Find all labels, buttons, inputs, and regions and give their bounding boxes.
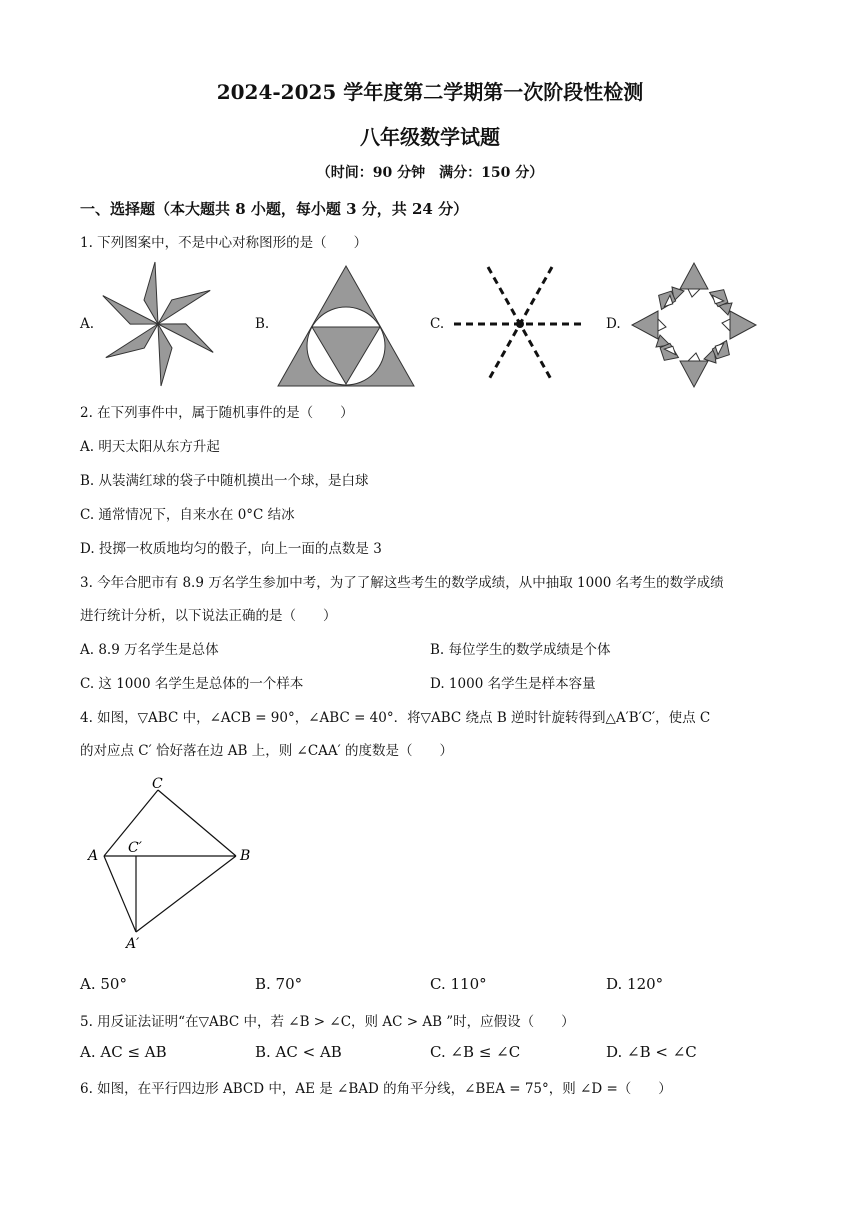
q5-option-d: D. ∠B < ∠C bbox=[606, 1043, 697, 1061]
label-a-prime: A′ bbox=[126, 936, 140, 952]
q1-figure-b-triangle-circle bbox=[274, 264, 418, 388]
q4-option-c: C. 110° bbox=[430, 975, 487, 993]
q1-figure-c-dashed-lines bbox=[452, 264, 588, 384]
label-c: C bbox=[152, 776, 163, 792]
q3-option-d: D. 1000 名学生是样本容量 bbox=[430, 676, 596, 692]
exam-title: 2024-2025 学年度第二学期第一次阶段性检测 bbox=[216, 80, 644, 104]
time-info: （时间：90 分钟 满分：150 分） bbox=[316, 165, 544, 181]
q4-option-d: D. 120° bbox=[606, 975, 664, 993]
label-c-prime: C′ bbox=[128, 840, 142, 856]
q3-option-c: C. 这 1000 名学生是总体的一个样本 bbox=[80, 676, 304, 692]
q1-label-c: C. bbox=[430, 316, 445, 332]
q1-label-a: A. bbox=[80, 316, 95, 332]
question-3-stem-line2: 进行统计分析，以下说法正确的是（ ） bbox=[80, 608, 337, 624]
question-4-stem-line1: 4. 如图，▽ABC 中，∠ACB = 90°，∠ABC = 40°．将▽ABC 绕点 B 逆时针旋转得到△A′B′C′，使点 C bbox=[80, 710, 711, 726]
question-3-stem-line1: 3. 今年合肥市有 8.9 万名学生参加中考，为了了解这些考生的数学成绩，从中抽取 1000 名考生的数学成绩 bbox=[80, 575, 724, 591]
q3-option-a: A. 8.9 万名学生是总体 bbox=[80, 642, 219, 658]
q1-label-d: D. bbox=[606, 316, 621, 332]
q1-figure-d-ring-pattern bbox=[628, 260, 760, 390]
q2-option-d: D. 投掷一枚质地均匀的骰子，向上一面的点数是 3 bbox=[80, 541, 382, 557]
q5-option-c: C. ∠B ≤ ∠C bbox=[430, 1043, 521, 1061]
q1-figure-a-pinwheel bbox=[98, 258, 222, 390]
question-5-stem: 5. 用反证法证明“在▽ABC 中，若 ∠B > ∠C，则 AC > AB ”时，应假设（ ） bbox=[80, 1014, 575, 1030]
label-a: A bbox=[88, 848, 99, 864]
question-4-stem-line2: 的对应点 C′ 恰好落在边 AB 上，则 ∠CAA′ 的度数是（ ） bbox=[80, 743, 454, 759]
q3-option-b: B. 每位学生的数学成绩是个体 bbox=[430, 642, 611, 658]
q5-option-a: A. AC ≤ AB bbox=[80, 1043, 167, 1061]
q2-option-b: B. 从装满红球的袋子中随机摸出一个球，是白球 bbox=[80, 473, 369, 489]
label-b: B bbox=[240, 848, 251, 864]
question-6-stem: 6. 如图，在平行四边形 ABCD 中，AE 是 ∠BAD 的角平分线，∠BEA = 75°，则 ∠D =（ ） bbox=[80, 1081, 672, 1097]
q1-label-b: B. bbox=[255, 316, 270, 332]
section-heading: 一、选择题（本大题共 8 小题，每小题 3 分，共 24 分） bbox=[80, 200, 469, 218]
q2-option-a: A. 明天太阳从东方升起 bbox=[80, 439, 220, 455]
q2-option-c: C. 通常情况下，自来水在 0°C 结冰 bbox=[80, 507, 295, 523]
question-2-stem: 2. 在下列事件中，属于随机事件的是（ ） bbox=[80, 405, 354, 421]
q4-option-a: A. 50° bbox=[80, 975, 127, 993]
q5-option-b: B. AC < AB bbox=[255, 1043, 342, 1061]
exam-subtitle: 八年级数学试题 bbox=[360, 125, 500, 149]
question-1-stem: 1. 下列图案中，不是中心对称图形的是（ ） bbox=[80, 235, 368, 251]
q4-option-b: B. 70° bbox=[255, 975, 303, 993]
q4-triangle-figure bbox=[86, 772, 266, 954]
